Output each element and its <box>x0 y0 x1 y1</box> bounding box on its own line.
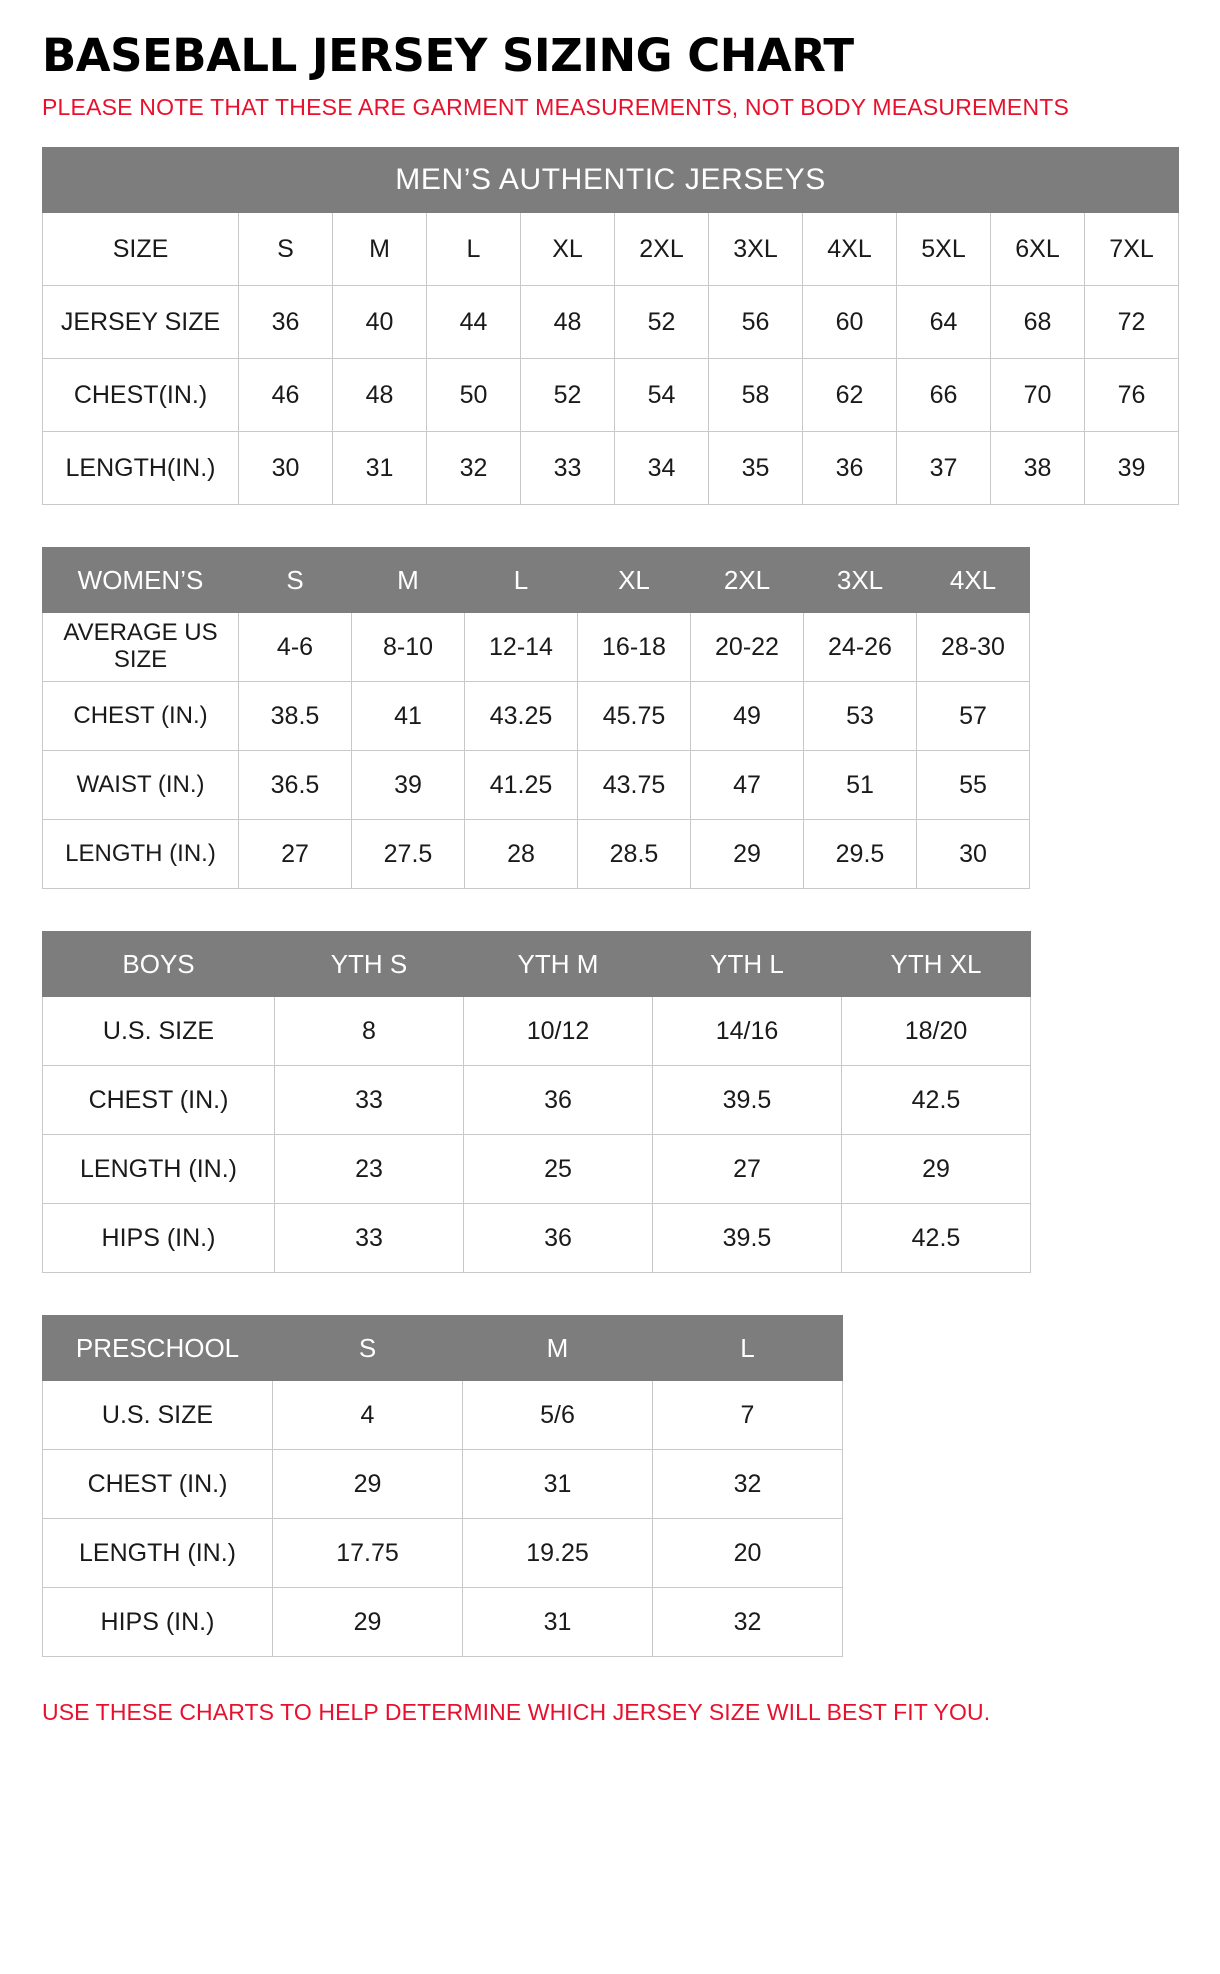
mens-cell-2-7: 37 <box>897 432 991 505</box>
boys-size-1: YTH M <box>464 932 653 997</box>
footer-note: USE THESE CHARTS TO HELP DETERMINE WHICH JERSEY SIZE WILL BEST FIT YOU. <box>42 1699 991 1726</box>
womens-cell-1-4: 49 <box>691 682 804 751</box>
womens-cell-2-2: 41.25 <box>465 751 578 820</box>
page-title: BASEBALL JERSEY SIZING CHART <box>42 29 854 82</box>
mens-cell-1-3: 52 <box>521 359 615 432</box>
womens-header-row <box>43 548 1030 613</box>
preschool-sizing-table <box>42 1315 843 1657</box>
table-row <box>43 613 1030 682</box>
boys-cell-0-3: 18/20 <box>842 997 1031 1066</box>
womens-cell-3-6: 30 <box>917 820 1030 889</box>
table-row <box>43 1450 843 1519</box>
mens-cell-1-5: 58 <box>709 359 803 432</box>
mens-cell-2-8: 38 <box>991 432 1085 505</box>
boys-sizing-table <box>42 931 1031 1273</box>
womens-size-5: 3XL <box>804 548 917 613</box>
preschool-size-0: S <box>273 1316 463 1381</box>
preschool-cell-0-1: 5/6 <box>463 1381 653 1450</box>
mens-banner: MEN’S AUTHENTIC JERSEYS <box>43 148 1179 213</box>
womens-cell-3-3: 28.5 <box>578 820 691 889</box>
womens-cell-0-1: 8-10 <box>352 613 465 682</box>
boys-cell-1-2: 39.5 <box>653 1066 842 1135</box>
preschool-row-label-0: U.S. SIZE <box>43 1381 273 1450</box>
mens-row-label-0: JERSEY SIZE <box>43 286 239 359</box>
mens-size-5: 3XL <box>709 213 803 286</box>
preschool-row-label-3: HIPS (IN.) <box>43 1588 273 1657</box>
boys-table-body <box>43 932 1031 1273</box>
table-row <box>43 1519 843 1588</box>
boys-cell-1-1: 36 <box>464 1066 653 1135</box>
womens-header-label: WOMEN’S <box>43 548 239 613</box>
mens-row-label-1: CHEST(IN.) <box>43 359 239 432</box>
womens-cell-2-5: 51 <box>804 751 917 820</box>
boys-cell-1-0: 33 <box>275 1066 464 1135</box>
table-row <box>43 1135 1031 1204</box>
table-row <box>43 1204 1031 1273</box>
mens-cell-2-5: 35 <box>709 432 803 505</box>
preschool-header-label: PRESCHOOL <box>43 1316 273 1381</box>
mens-size-4: 2XL <box>615 213 709 286</box>
womens-cell-0-4: 20-22 <box>691 613 804 682</box>
boys-cell-2-0: 23 <box>275 1135 464 1204</box>
mens-size-row <box>43 213 1179 286</box>
mens-cell-2-2: 32 <box>427 432 521 505</box>
table-row <box>43 1066 1031 1135</box>
womens-size-2: L <box>465 548 578 613</box>
womens-table-body <box>43 548 1030 889</box>
preschool-header-row <box>43 1316 843 1381</box>
mens-size-1: M <box>333 213 427 286</box>
boys-cell-1-3: 42.5 <box>842 1066 1031 1135</box>
boys-cell-3-0: 33 <box>275 1204 464 1273</box>
mens-cell-2-6: 36 <box>803 432 897 505</box>
womens-cell-2-3: 43.75 <box>578 751 691 820</box>
mens-banner-row <box>43 148 1179 213</box>
preschool-cell-2-1: 19.25 <box>463 1519 653 1588</box>
mens-cell-0-9: 72 <box>1085 286 1179 359</box>
mens-cell-1-4: 54 <box>615 359 709 432</box>
table-row <box>43 1381 843 1450</box>
boys-header-row <box>43 932 1031 997</box>
womens-size-3: XL <box>578 548 691 613</box>
womens-cell-3-0: 27 <box>239 820 352 889</box>
mens-size-3: XL <box>521 213 615 286</box>
womens-size-1: M <box>352 548 465 613</box>
womens-cell-3-1: 27.5 <box>352 820 465 889</box>
boys-size-0: YTH S <box>275 932 464 997</box>
measurement-note: PLEASE NOTE THAT THESE ARE GARMENT MEASUREMENTS, NOT BODY MEASUREMENTS <box>42 94 1070 121</box>
womens-cell-0-3: 16-18 <box>578 613 691 682</box>
womens-size-0: S <box>239 548 352 613</box>
preschool-cell-1-1: 31 <box>463 1450 653 1519</box>
boys-cell-0-2: 14/16 <box>653 997 842 1066</box>
womens-size-6: 4XL <box>917 548 1030 613</box>
mens-cell-0-2: 44 <box>427 286 521 359</box>
table-row <box>43 751 1030 820</box>
boys-cell-2-2: 27 <box>653 1135 842 1204</box>
mens-cell-2-4: 34 <box>615 432 709 505</box>
womens-row-label-0: AVERAGE US SIZE <box>43 613 239 682</box>
mens-cell-0-0: 36 <box>239 286 333 359</box>
womens-cell-0-0: 4-6 <box>239 613 352 682</box>
mens-table-body <box>43 148 1179 505</box>
boys-cell-3-1: 36 <box>464 1204 653 1273</box>
womens-sizing-table <box>42 547 1030 889</box>
mens-cell-1-7: 66 <box>897 359 991 432</box>
mens-sizing-table <box>42 147 1179 505</box>
preschool-cell-0-0: 4 <box>273 1381 463 1450</box>
boys-row-label-2: LENGTH (IN.) <box>43 1135 275 1204</box>
mens-size-8: 6XL <box>991 213 1085 286</box>
mens-cell-0-1: 40 <box>333 286 427 359</box>
preschool-cell-1-2: 32 <box>653 1450 843 1519</box>
boys-cell-3-2: 39.5 <box>653 1204 842 1273</box>
mens-cell-1-6: 62 <box>803 359 897 432</box>
preschool-row-label-2: LENGTH (IN.) <box>43 1519 273 1588</box>
mens-cell-2-0: 30 <box>239 432 333 505</box>
womens-row-label-3: LENGTH (IN.) <box>43 820 239 889</box>
table-row <box>43 997 1031 1066</box>
mens-cell-1-1: 48 <box>333 359 427 432</box>
boys-row-label-1: CHEST (IN.) <box>43 1066 275 1135</box>
mens-cell-0-3: 48 <box>521 286 615 359</box>
table-row <box>43 682 1030 751</box>
table-row <box>43 359 1179 432</box>
womens-cell-3-4: 29 <box>691 820 804 889</box>
preschool-cell-3-2: 32 <box>653 1588 843 1657</box>
womens-cell-3-2: 28 <box>465 820 578 889</box>
boys-header-label: BOYS <box>43 932 275 997</box>
womens-row-label-2: WAIST (IN.) <box>43 751 239 820</box>
mens-cell-0-4: 52 <box>615 286 709 359</box>
womens-cell-1-6: 57 <box>917 682 1030 751</box>
womens-cell-1-3: 45.75 <box>578 682 691 751</box>
womens-size-4: 2XL <box>691 548 804 613</box>
preschool-size-2: L <box>653 1316 843 1381</box>
womens-cell-3-5: 29.5 <box>804 820 917 889</box>
table-row <box>43 1588 843 1657</box>
boys-cell-2-1: 25 <box>464 1135 653 1204</box>
preschool-table-body <box>43 1316 843 1657</box>
table-row <box>43 820 1030 889</box>
womens-cell-2-6: 55 <box>917 751 1030 820</box>
womens-cell-0-2: 12-14 <box>465 613 578 682</box>
mens-cell-1-9: 76 <box>1085 359 1179 432</box>
mens-size-9: 7XL <box>1085 213 1179 286</box>
preschool-cell-3-1: 31 <box>463 1588 653 1657</box>
womens-cell-0-6: 28-30 <box>917 613 1030 682</box>
mens-cell-0-5: 56 <box>709 286 803 359</box>
womens-row-label-1: CHEST (IN.) <box>43 682 239 751</box>
mens-cell-0-7: 64 <box>897 286 991 359</box>
mens-size-0: S <box>239 213 333 286</box>
preschool-cell-3-0: 29 <box>273 1588 463 1657</box>
preschool-cell-0-2: 7 <box>653 1381 843 1450</box>
preschool-row-label-1: CHEST (IN.) <box>43 1450 273 1519</box>
table-row <box>43 432 1179 505</box>
mens-cell-0-8: 68 <box>991 286 1085 359</box>
mens-cell-2-9: 39 <box>1085 432 1179 505</box>
mens-size-label: SIZE <box>43 213 239 286</box>
boys-cell-0-1: 10/12 <box>464 997 653 1066</box>
mens-size-6: 4XL <box>803 213 897 286</box>
preschool-cell-2-0: 17.75 <box>273 1519 463 1588</box>
mens-size-7: 5XL <box>897 213 991 286</box>
mens-row-label-2: LENGTH(IN.) <box>43 432 239 505</box>
mens-cell-2-3: 33 <box>521 432 615 505</box>
boys-cell-2-3: 29 <box>842 1135 1031 1204</box>
womens-cell-2-1: 39 <box>352 751 465 820</box>
womens-cell-1-0: 38.5 <box>239 682 352 751</box>
boys-cell-0-0: 8 <box>275 997 464 1066</box>
preschool-cell-1-0: 29 <box>273 1450 463 1519</box>
boys-size-3: YTH XL <box>842 932 1031 997</box>
mens-cell-1-8: 70 <box>991 359 1085 432</box>
preschool-cell-2-2: 20 <box>653 1519 843 1588</box>
table-row <box>43 286 1179 359</box>
womens-cell-2-4: 47 <box>691 751 804 820</box>
boys-cell-3-3: 42.5 <box>842 1204 1031 1273</box>
mens-cell-1-0: 46 <box>239 359 333 432</box>
mens-cell-1-2: 50 <box>427 359 521 432</box>
womens-cell-1-2: 43.25 <box>465 682 578 751</box>
womens-cell-1-1: 41 <box>352 682 465 751</box>
preschool-size-1: M <box>463 1316 653 1381</box>
boys-size-2: YTH L <box>653 932 842 997</box>
boys-row-label-0: U.S. SIZE <box>43 997 275 1066</box>
mens-size-2: L <box>427 213 521 286</box>
womens-cell-1-5: 53 <box>804 682 917 751</box>
womens-cell-0-5: 24-26 <box>804 613 917 682</box>
mens-cell-2-1: 31 <box>333 432 427 505</box>
womens-cell-2-0: 36.5 <box>239 751 352 820</box>
boys-row-label-3: HIPS (IN.) <box>43 1204 275 1273</box>
mens-cell-0-6: 60 <box>803 286 897 359</box>
